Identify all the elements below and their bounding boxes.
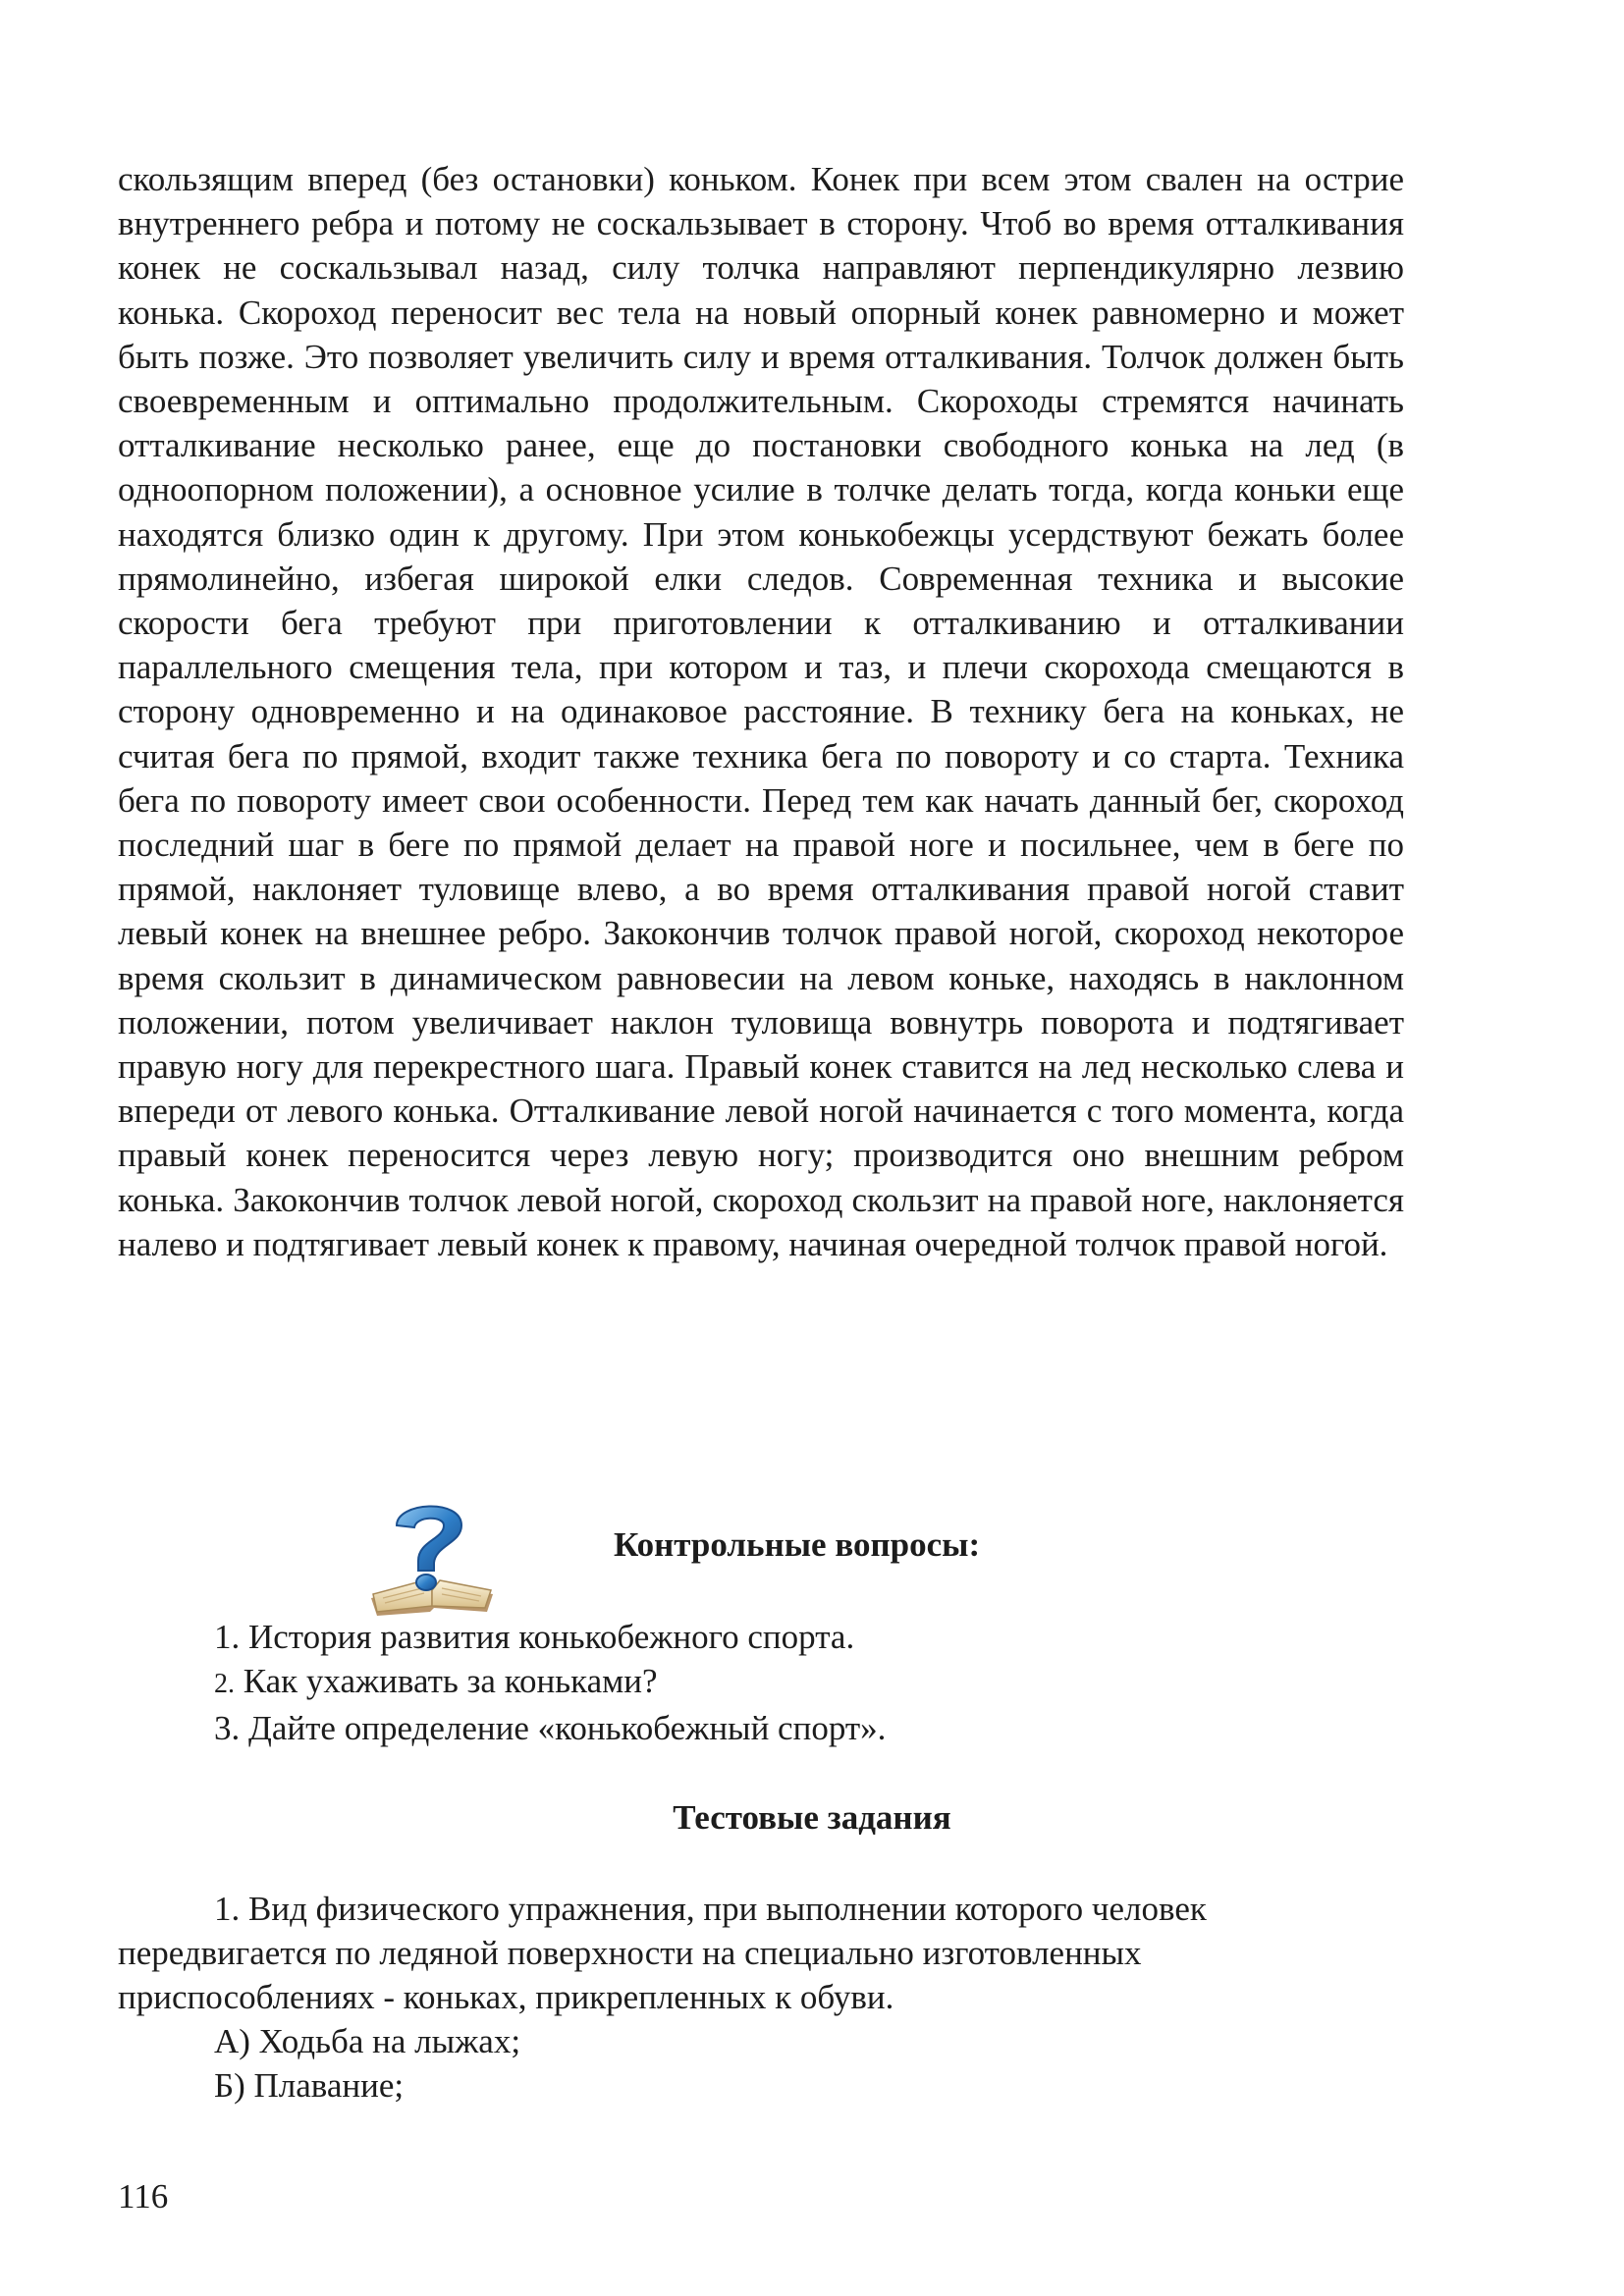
list-item	[214, 1659, 886, 1706]
test-question-1: 1. Вид физического упражнения, при выполнении которого человек передвигается по ледяной поверхности на специально изготовленных приспособлениях - коньках, прикрепленных к обуви.	[118, 1890, 1207, 2016]
tests-title: Тестовые задания	[673, 1798, 951, 1837]
list-item	[214, 1615, 886, 1659]
control-questions-header	[353, 1492, 1335, 1629]
list-item	[214, 1706, 886, 1750]
question-number: 2.	[214, 1669, 235, 1699]
question-text: Как ухаживать за коньками?	[243, 1662, 658, 1700]
test-block	[118, 1887, 1404, 2108]
question-number: 1.	[214, 1618, 241, 1656]
test-answer-a: А) Ходьба на лыжах;	[214, 2022, 521, 2060]
body-paragraph: скользящим вперед (без остановки) коньком. Конек при всем этом свален на острие внутреннего ребра и потому не соскальзывает в сторону. Чтоб во время отталкивания конек не соскальзывал назад, силу толчка направляют перпендикулярно лезвию конька. Скороход переносит вес тела на новый опорный конек равномерно и может быть позже. Это позволяет увеличить силу и время отталкивания. Толчок должен быть своевременным и оптимально продолжительным. Скороходы стремятся начинать отталкивание несколько ранее, еще до постановки свободного конька на лед (в одноопорном положении), а основное усилие в толчке делать тогда, когда коньки еще находятся близко один к другому. При этом конькобежцы усердствуют бежать более прямолинейно, избегая широкой елки следов. Современная техника и высокие скорости бега требуют при приготовлении к отталкиванию и отталкивании параллельного смещения тела, при котором и таз, и плечи скорохода смещаются в сторону одновременно и на одинаковое расстояние. В технику бега на коньках, не считая бега по прямой, входит также техника бега по повороту и со старта. Техника бега по повороту имеет свои особенности. Перед тем как начать данный бег, скороход последний шаг в беге по прямой делает на правой ноге и посильнее, чем в беге по прямой, наклоняет туловище влево, а во время отталкивания правой ногой ставит левый конек на внешнее ребро. Закокончив толчок правой ногой, скороход некоторое время скользит в динамическом равновесии на левом коньке, находясь в наклонном положении, потом увеличивает наклон туловища вовнутрь поворота и подтягивает правую ногу для перекрестного шага. Правый конек ставится на лед несколько слева и впереди от левого конька. Отталкивание левой ногой начинается с того момента, когда правый конек переносится через левую ногу; производится оно внешним ребром конька. Закокончив толчок левой ногой, скороход скользит на правой ноге, наклоняется налево и подтягивает левый конек к правому, начиная очередной толчок правой ногой.	[118, 160, 1404, 1263]
test-answer-b: Б) Плавание;	[214, 2066, 405, 2105]
question-text: Дайте определение «конькобежный спорт».	[248, 1709, 887, 1747]
control-questions-title: Контрольные вопросы:	[614, 1525, 981, 1564]
question-text: История развития конькобежного спорта.	[248, 1618, 855, 1656]
control-questions-list	[214, 1615, 886, 1750]
page-number: 116	[118, 2177, 169, 2216]
question-book-icon	[363, 1492, 501, 1629]
question-number: 3.	[214, 1709, 241, 1747]
